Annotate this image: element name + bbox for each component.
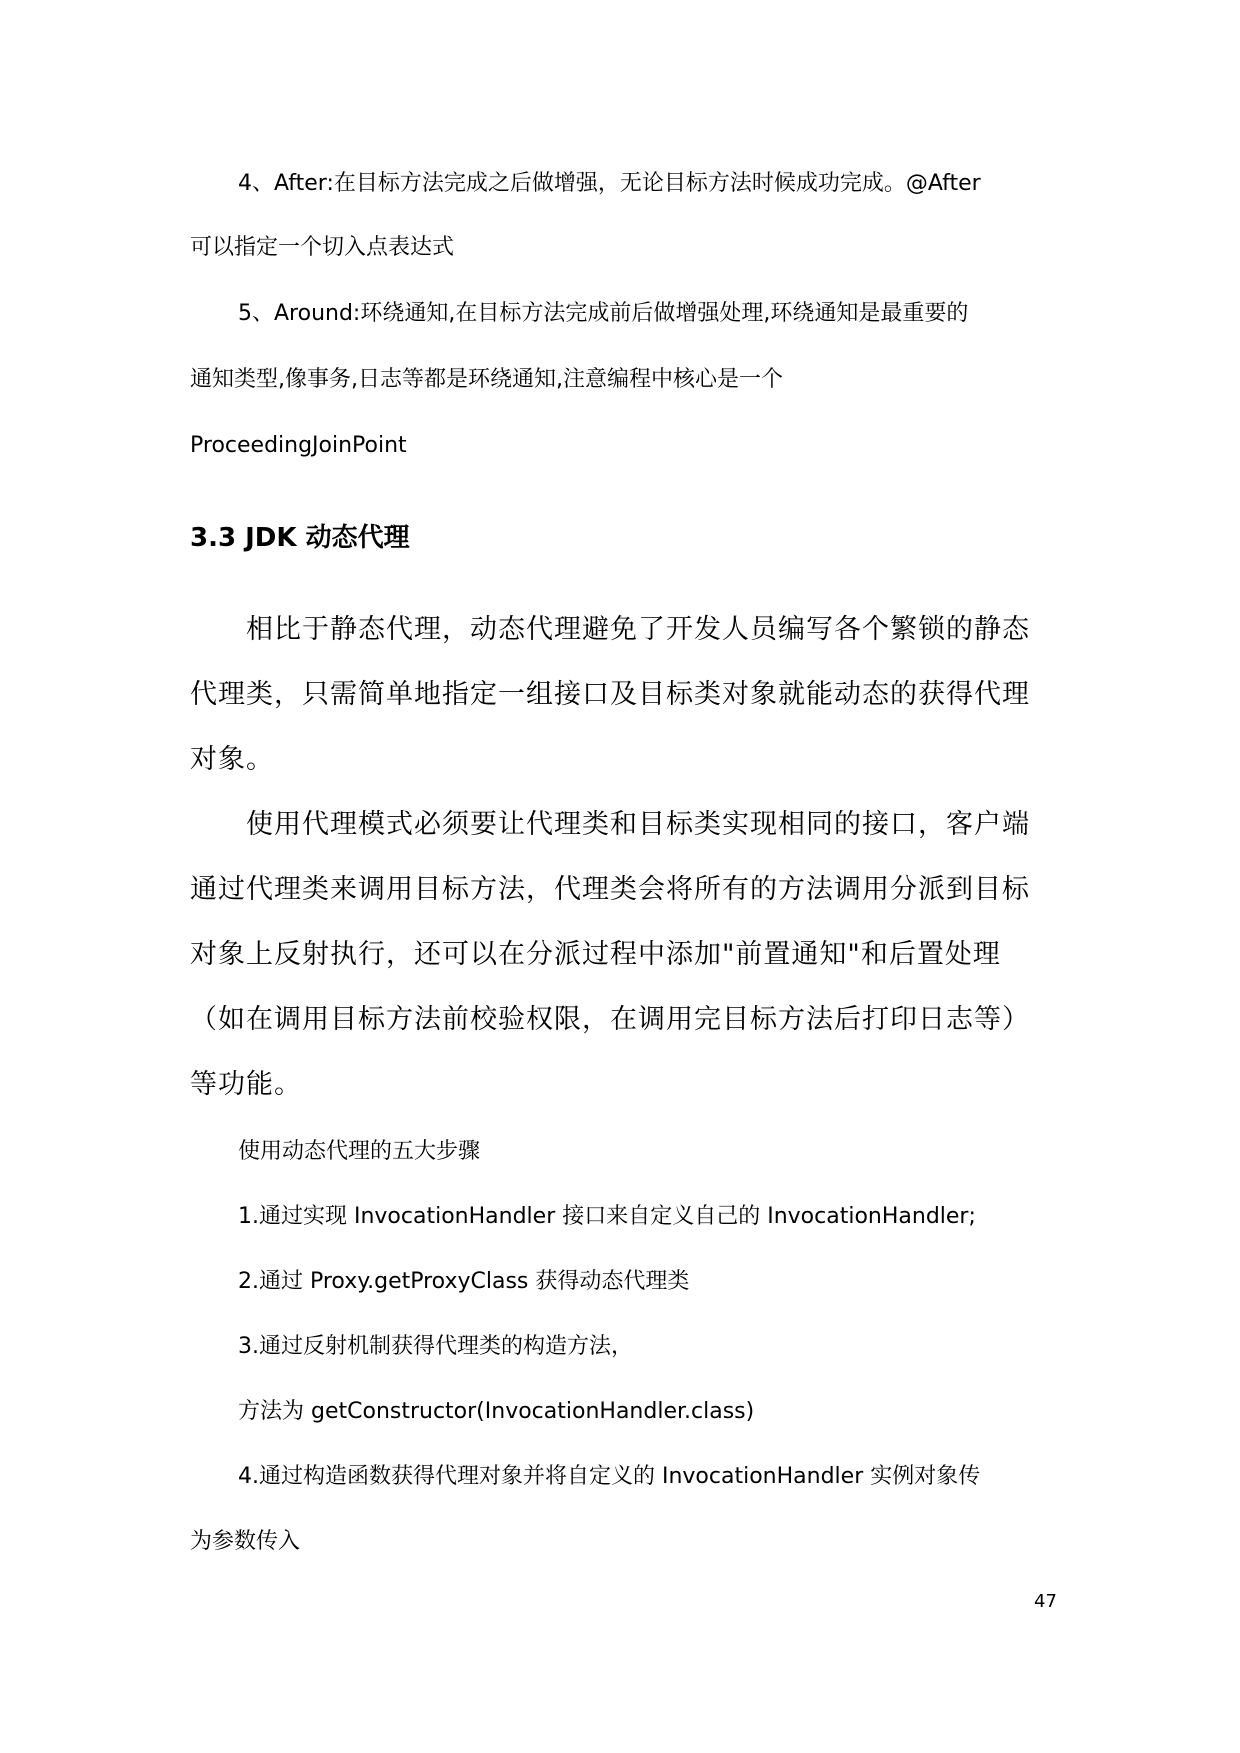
para1-line1: 相比于静态代理，动态代理避免了开发人员编写各个繁锁的静态 [246,614,1030,645]
para2-line1: 使用代理模式必须要让代理类和目标类实现相同的接口，客户端 [246,809,1030,840]
step4-line2: 为参数传入 [190,1529,301,1554]
para1-line3: 对象。 [190,744,274,775]
para2-line3: 对象上反射执行，还可以在分派过程中添加"前置通知"和后置处理 [190,939,1001,970]
aop-item5-line3: ProceedingJoinPoint [190,433,407,458]
step2: 2.通过 Proxy.getProxyClass 获得动态代理类 [238,1269,690,1294]
step1: 1.通过实现 InvocationHandler 接口来自定义自己的 InvocationHandler; [238,1204,976,1229]
para1-line2: 代理类，只需简单地指定一组接口及目标类对象就能动态的获得代理 [190,679,1030,710]
page-number: 47 [1034,1591,1057,1612]
steps-title: 使用动态代理的五大步骤 [238,1139,481,1164]
step3-line2: 方法为 getConstructor(InvocationHandler.class) [238,1399,755,1424]
para2-line5: 等功能。 [190,1069,302,1100]
step4-line1: 4.通过构造函数获得代理对象并将自定义的 InvocationHandler 实例对象传 [238,1464,981,1489]
step3-line1: 3.通过反射机制获得代理类的构造方法， [238,1334,633,1359]
para2-line2: 通过代理类来调用目标方法，代理类会将所有的方法调用分派到目标 [190,874,1030,905]
aop-item4-line2: 可以指定一个切入点表达式 [190,235,455,260]
aop-item4-line1: 4、After:在目标方法完成之后做增强，无论目标方法时候成功完成。@After [238,171,981,196]
aop-item5-line1: 5、Around:环绕通知,在目标方法完成前后做增强处理,环绕通知是最重要的 [238,301,969,326]
section-heading: 3.3 JDK 动态代理 [190,523,410,553]
para2-line4: （如在调用目标方法前校验权限，在调用完目标方法后打印日志等） [190,1004,1030,1035]
aop-item5-line2: 通知类型,像事务,日志等都是环绕通知,注意编程中核心是一个 [190,367,783,392]
